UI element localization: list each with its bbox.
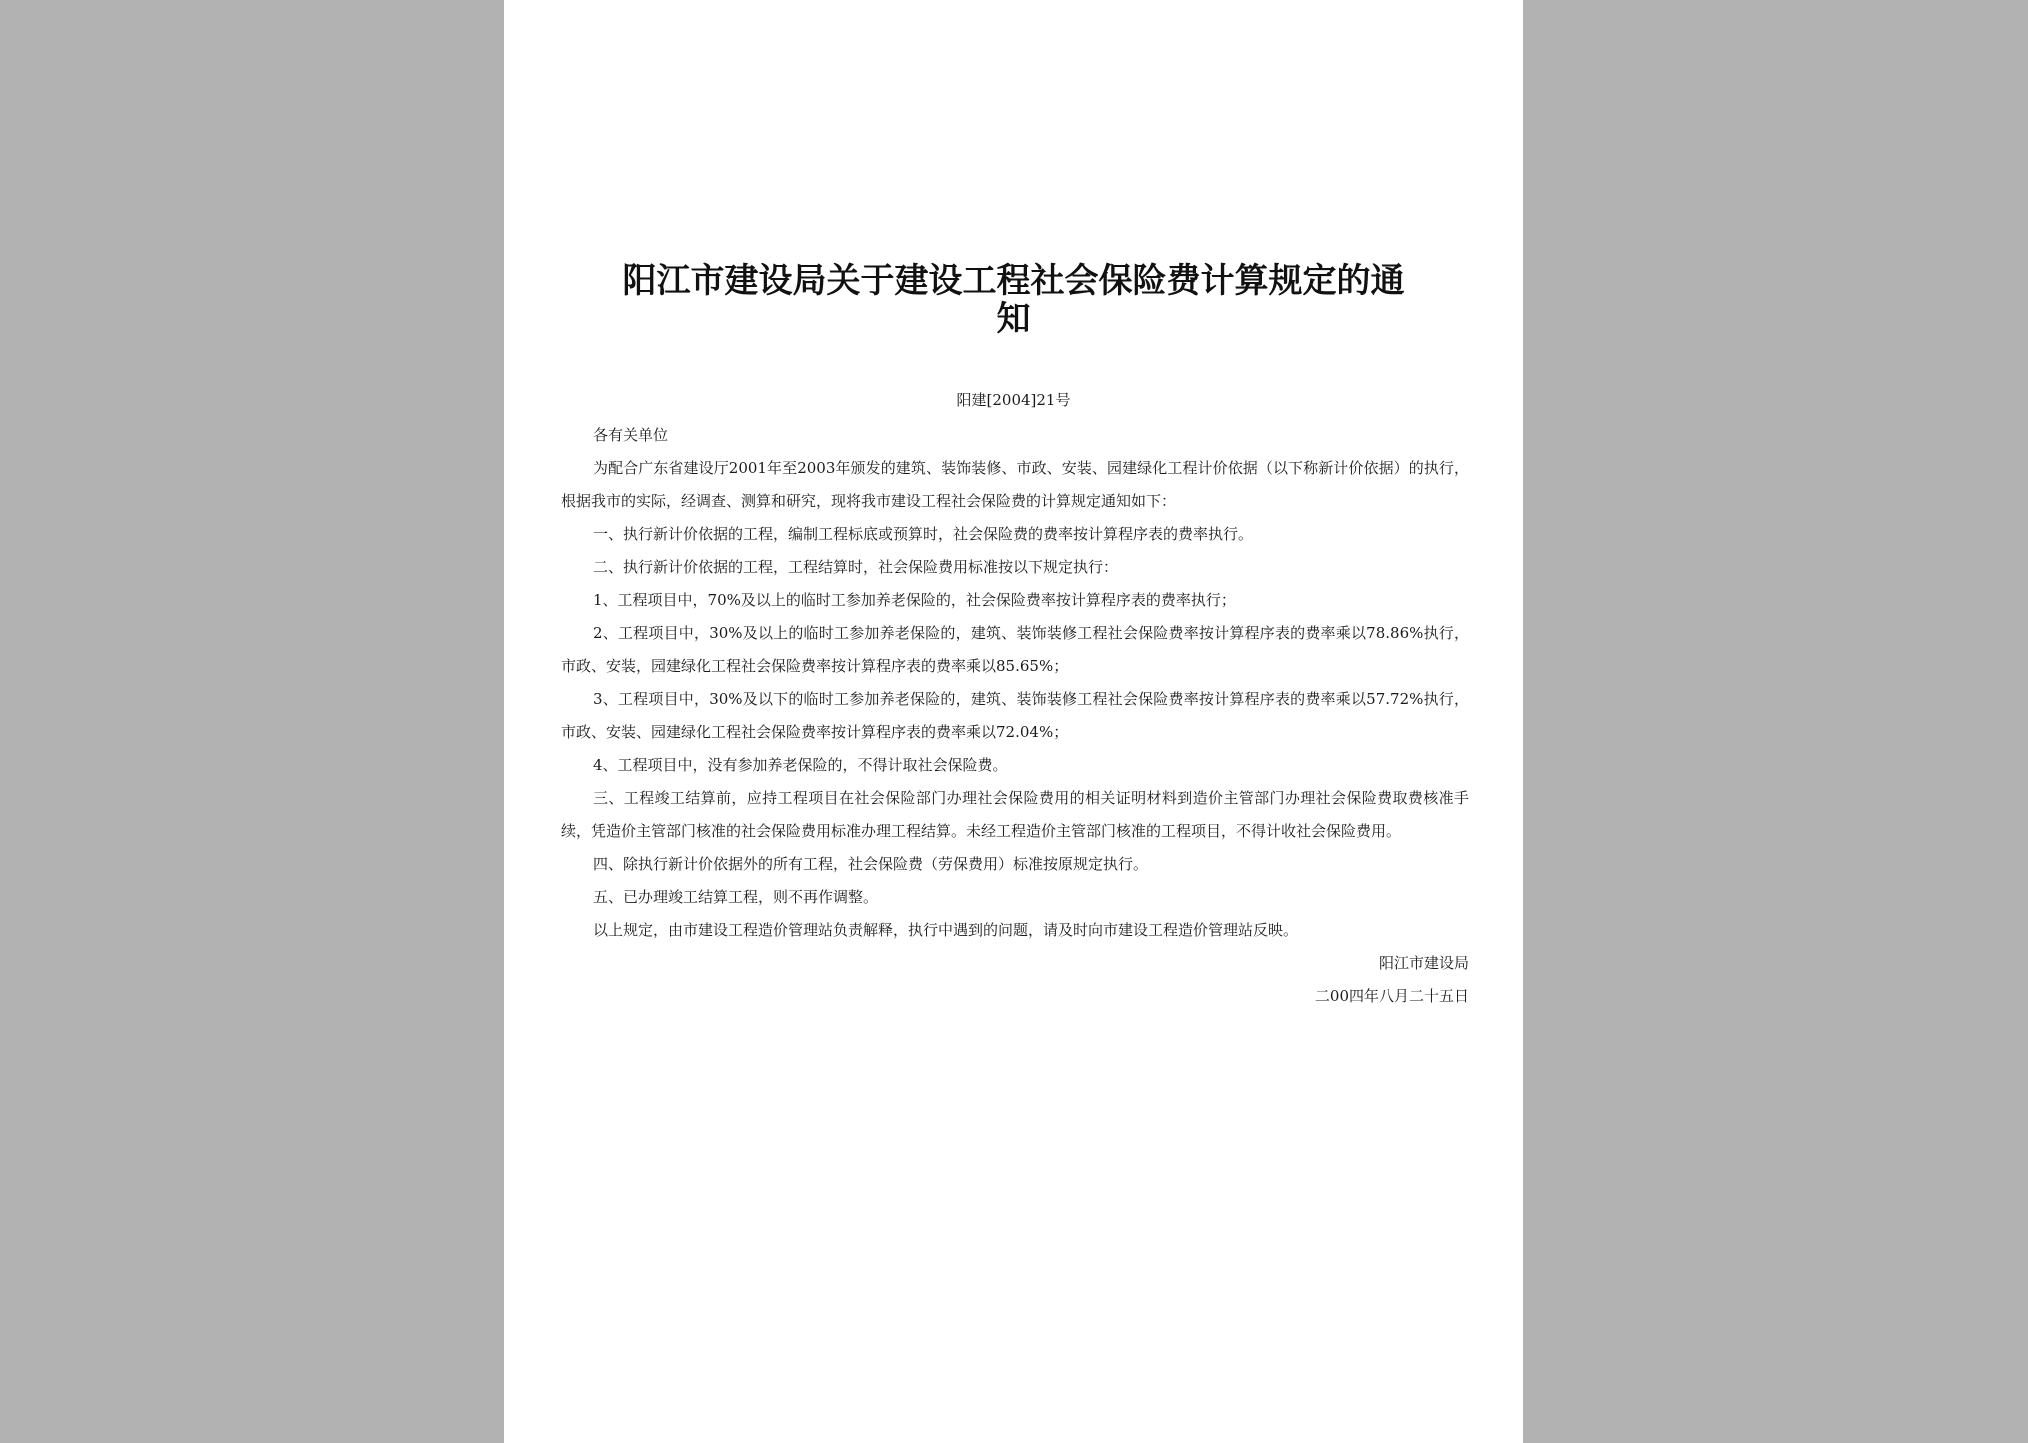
document-title [504, 262, 1523, 338]
title-line-2: 知 [996, 299, 1031, 339]
paragraph-sub-4: 4、工程项目中，没有参加养老保险的，不得计取社会保险费。 [593, 756, 1008, 774]
paragraph-item-4: 四、除执行新计价依据外的所有工程，社会保险费（劳保费用）标准按原规定执行。 [593, 855, 1149, 873]
salutation: 各有关单位 [593, 426, 669, 444]
paragraph-item-2: 二、执行新计价依据的工程，工程结算时，社会保险费用标准按以下规定执行： [593, 558, 1119, 576]
paragraph-intro: 为配合广东省建设厅2001年至2003年颁发的建筑、装饰装修、市政、安装、园建绿化工程计价依据（以下称新计价依据）的执行，根据我市的实际，经调查、测算和研究，现将我市建设工程社会保险费的计算规定通知如下： [561, 459, 1469, 510]
paragraph-sub-1: 1、工程项目中，70%及以上的临时工参加养老保险的，社会保险费率按计算程序表的费率执行； [593, 591, 1236, 609]
paragraph-item-3: 三、工程竣工结算前，应持工程项目在社会保险部门办理社会保险费用的相关证明材料到造价主管部门办理社会保险费取费核准手续，凭造价主管部门核准的社会保险费用标准办理工程结算。未经工程造价主管部门核准的工程项目，不得计收社会保险费用。 [561, 789, 1469, 840]
paragraph-sub-3: 3、工程项目中，30%及以下的临时工参加养老保险的，建筑、装饰装修工程社会保险费率按计算程序表的费率乘以57.72%执行，市政、安装、园建绿化工程社会保险费率按计算程序表的费率乘以72.04%； [561, 690, 1469, 741]
paragraph-closing: 以上规定，由市建设工程造价管理站负责解释，执行中遇到的问题，请及时向市建设工程造价管理站反映。 [593, 921, 1299, 939]
document-body [561, 419, 1469, 1013]
paragraph-item-1: 一、执行新计价依据的工程，编制工程标底或预算时，社会保险费的费率按计算程序表的费率执行。 [593, 525, 1254, 543]
date: 二00四年八月二十五日 [1314, 987, 1469, 1005]
document-page [504, 0, 1523, 1443]
paragraph-sub-2: 2、工程项目中，30%及以上的临时工参加养老保险的，建筑、装饰装修工程社会保险费率按计算程序表的费率乘以78.86%执行，市政、安装，园建绿化工程社会保险费率按计算程序表的费率乘以85.65%； [561, 624, 1469, 675]
document-number: 阳建[2004]21号 [956, 391, 1071, 409]
title-line-1: 阳江市建设局关于建设工程社会保险费计算规定的通 [622, 261, 1405, 301]
paragraph-item-5: 五、已办理竣工结算工程，则不再作调整。 [593, 888, 879, 906]
signature: 阳江市建设局 [1378, 954, 1469, 972]
